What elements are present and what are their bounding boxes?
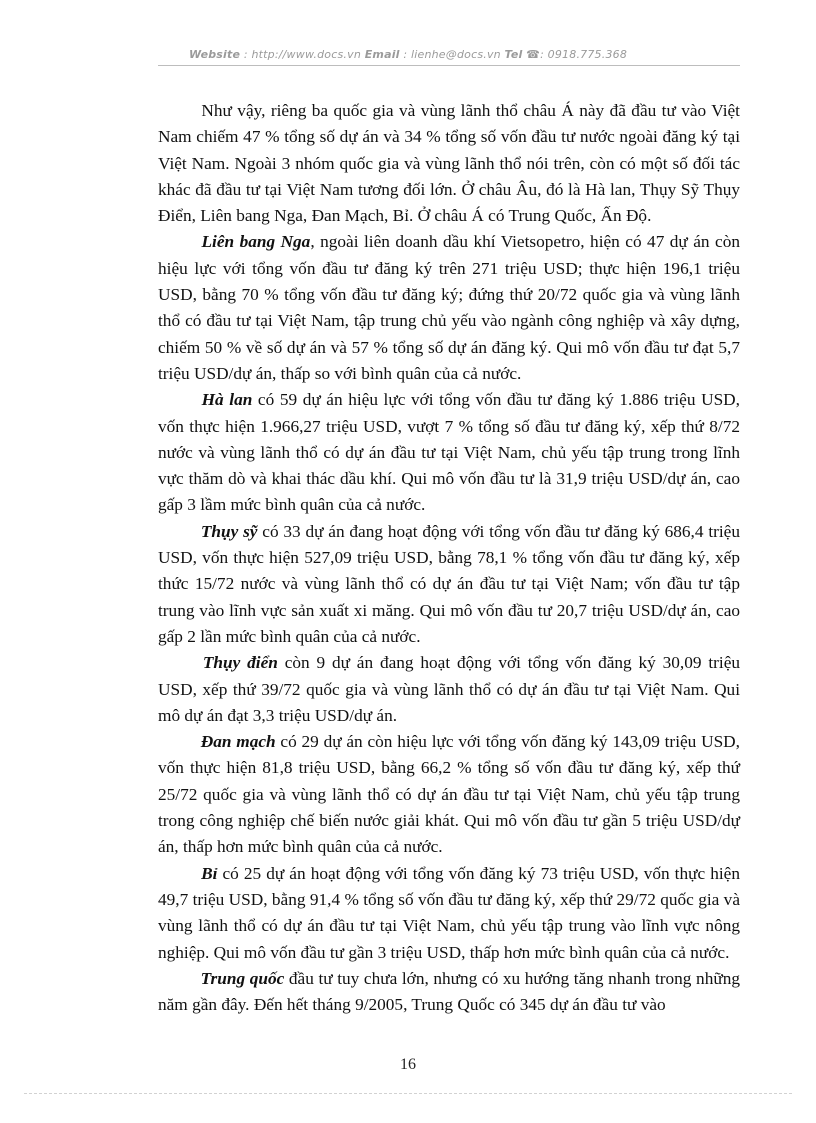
paragraph-sweden <box>158 650 740 729</box>
paragraph-lead: Thụy sỹ <box>200 521 258 541</box>
website-value: : http://www.docs.vn <box>243 48 361 61</box>
paragraph-text: có 59 dự án hiệu lực với tổng vốn đầu tư đăng ký 1.886 triệu USD, vốn thực hiện 1.966,27 triệu USD, vượt 7 % tổng số đầu tư đăng ký, xếp thứ 8/72 nước và vùng lãnh thổ có dự án đầu tư tại Việt Nam, chủ yếu tập trung trong lĩnh vực thăm dò và khai thác dầu khí. Qui mô vốn đầu tư là 31,9 triệu USD/dự án, cao gấp 3 lầm mức bình quân của cả nước. <box>158 390 740 515</box>
paragraph-intro <box>158 98 740 229</box>
paragraph-denmark <box>158 729 740 860</box>
paragraph-china <box>158 966 740 1019</box>
footer-divider <box>24 1093 792 1094</box>
paragraph-text: có 29 dự án còn hiệu lực với tổng vốn đăng ký 143,09 triệu USD, vốn thực hiện 81,8 triệu USD, bằng 66,2 % tổng số vốn đầu tư đăng ký, xếp thứ 25/72 quốc gia và vùng lãnh thổ có dự án đầu tư tại Việt Nam, chủ yếu tập trung trong công nghiệp chế biến nước giải khát. Qui mô vốn đầu tư gần 5 triệu USD/dự án, thấp hơn mức bình quân của cả nước. <box>158 732 740 857</box>
paragraph-text: có 25 dự án hoạt động với tổng vốn đăng ký 73 triệu USD, vốn thực hiện 49,7 triệu USD, bằng 91,4 % tổng số vốn đầu tư đăng ký, xếp thứ 29/72 quốc gia và vùng lãnh thổ có dự án đầu tư tại Việt Nam, chủ yếu tập trung vào lĩnh vực nông nghiệp. Qui mô vốn đầu tư gần 3 triệu USD, thấp hơn mức bình quân của cả nước. <box>158 863 740 962</box>
paragraph-text: còn 9 dự án đang hoạt động với tổng vốn đăng ký 30,09 triệu USD, xếp thứ 39/72 quốc gia và vùng lãnh thổ có dự án đầu tư tại Việt Nam. Qui mô dự án đạt 3,3 triệu USD/dự án. <box>158 653 741 725</box>
phone-icon: ☎ <box>526 48 541 61</box>
email-label: Email <box>364 48 400 61</box>
paragraph-lead: Thụy điển <box>202 653 278 673</box>
tel-value: : 0918.775.368 <box>540 48 628 61</box>
paragraph-lead: Liên bang Nga <box>201 232 311 252</box>
header-divider <box>158 65 740 66</box>
paragraph-belgium <box>158 861 740 966</box>
page-number: 16 <box>400 1056 416 1073</box>
paragraph-russia <box>158 229 740 387</box>
paragraph-lead: Hà lan <box>201 390 253 410</box>
paragraph-text: , ngoài liên doanh dầu khí Vietsopetro, hiện có 47 dự án còn hiệu lực với tổng vốn đầu tư đăng ký trên 271 triệu USD; thực hiện 196,1 triệu USD, bằng 70 % tổng vốn đầu tư đăng ký; đứng thứ 20/72 quốc gia và vùng lãnh thổ có đầu tư tại Việt Nam, tập trung chủ yếu vào ngành công nghiệp và xây dựng, chiếm 50 % về số dự án và 57 % tổng số dự án đăng ký. Qui mô vốn đầu tư đạt 5,7 triệu USD/dự án, thấp so với bình quân của cả nước. <box>158 232 740 383</box>
paragraph-text: Như vậy, riêng ba quốc gia và vùng lãnh thổ châu Á này đã đầu tư vào Việt Nam chiếm 47 % tổng số dự án và 34 % tổng số vốn đầu tư nước ngoài đăng ký tại Việt Nam. Ngoài 3 nhóm quốc gia và vùng lãnh thổ nói trên, còn có một số đối tác khác đã đầu tư tại Việt Nam tương đối lớn. Ở châu Âu, đó là Hà lan, Thụy Sỹ Thụy Điển, Liên bang Nga, Đan Mạch, Bỉ. Ở châu Á có Trung Quốc, Ấn Độ. <box>158 101 740 226</box>
paragraph-netherlands <box>158 387 740 518</box>
paragraph-switzerland <box>158 519 740 650</box>
paragraph-lead: Bỉ <box>201 863 218 883</box>
email-value: : lienhe@docs.vn <box>403 48 501 61</box>
paragraph-text: có 33 dự án đang hoạt động với tổng vốn đầu tư đăng ký 686,4 triệu USD, vốn thực hiện 527,09 triệu USD, bằng 78,1 % tổng vốn đầu tư đăng ký, xếp thức 15/72 nước và vùng lãnh thổ có dự án đầu tư tại Việt Nam; vốn đầu tư tập trung vào lĩnh vực sản xuất xi măng. Qui mô vốn đầu tư 20,7 triệu USD/dự án, cao gấp 2 lần mức bình quân của cả nước. <box>158 521 740 646</box>
body-text <box>158 98 740 1018</box>
paragraph-lead: Đan mạch <box>200 732 276 752</box>
tel-label: Tel <box>504 48 523 61</box>
paragraph-lead: Trung quốc <box>200 968 285 988</box>
paragraph-text: đầu tư tuy chưa lớn, nhưng có xu hướng tăng nhanh trong những năm gần đây. Đến hết tháng 9/2005, Trung Quốc có 345 dự án đầu tư vào <box>158 968 740 1015</box>
page-header <box>0 48 816 61</box>
website-label: Website <box>188 48 241 61</box>
